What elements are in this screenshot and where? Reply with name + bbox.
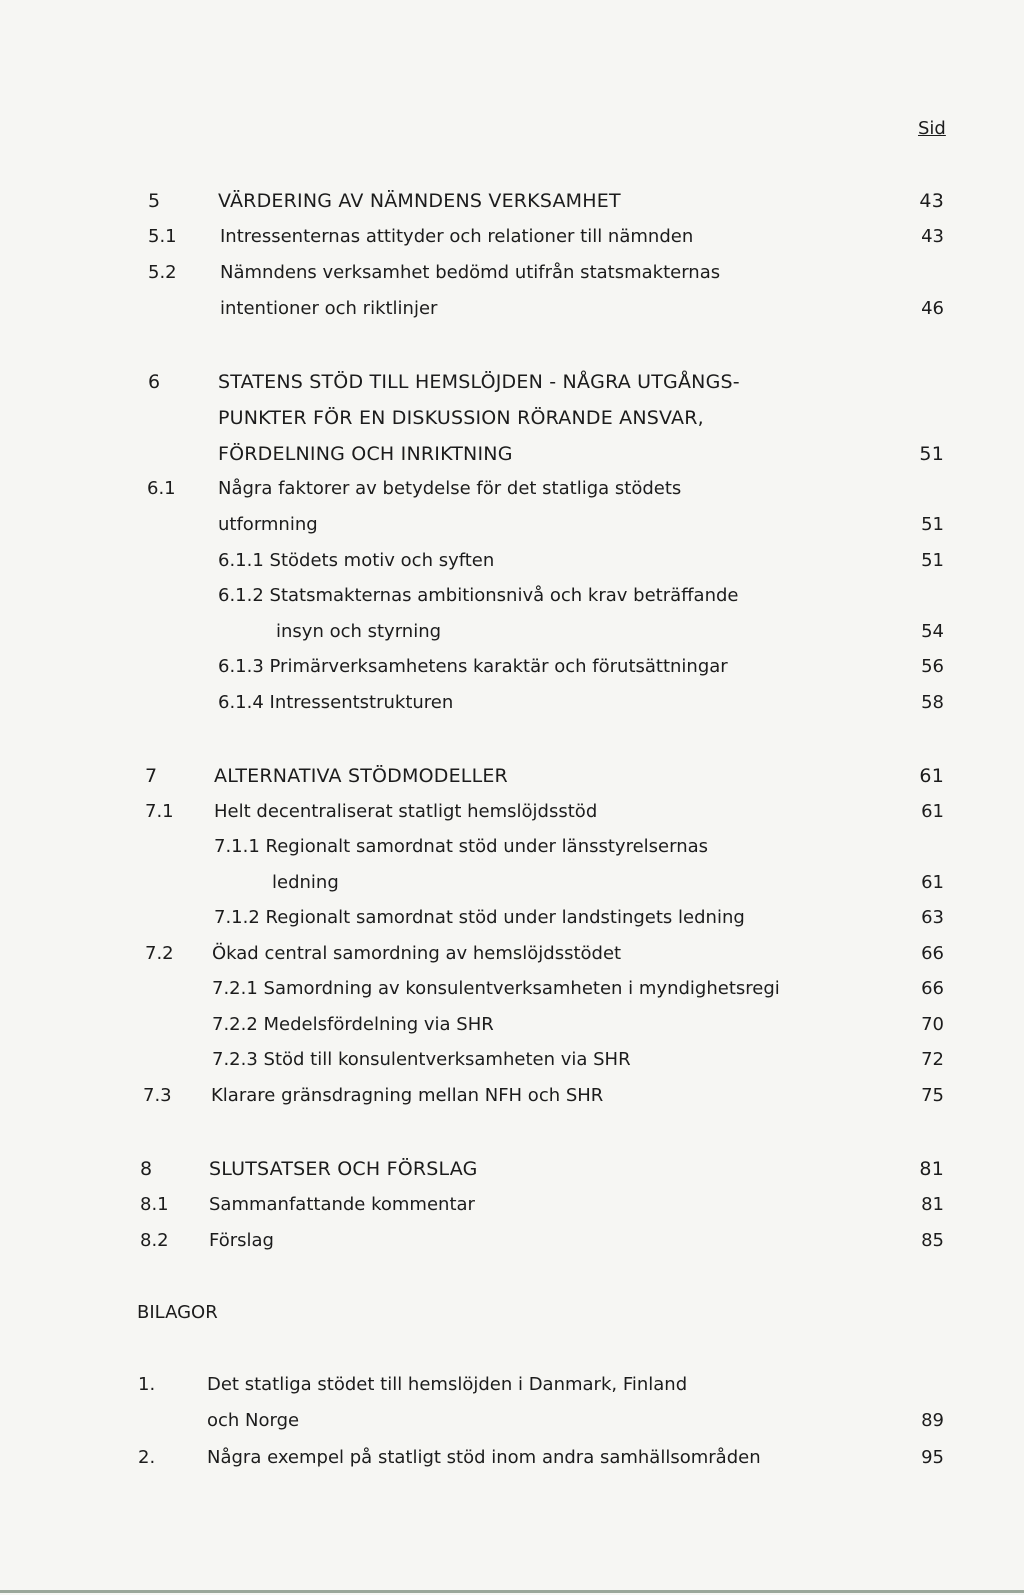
- page-number: 51: [921, 514, 944, 535]
- page-number: 63: [921, 907, 944, 928]
- section-title: Några faktorer av betydelse för det statliga stödets: [218, 478, 682, 499]
- section-title: Förslag: [209, 1230, 274, 1251]
- toc-row: [0, 477, 1024, 501]
- toc-row: [0, 691, 1024, 715]
- toc-row: [0, 906, 1024, 930]
- section-number: 8: [140, 1158, 153, 1180]
- toc-row: [0, 1048, 1024, 1072]
- page-number: 61: [919, 765, 944, 787]
- page-number: 66: [921, 943, 944, 964]
- page-number: 81: [921, 1194, 944, 1215]
- toc-row: [0, 225, 1024, 249]
- page-number: 61: [921, 801, 944, 822]
- page-number: 61: [921, 872, 944, 893]
- section-title: 6.1.2 Statsmakternas ambitionsnivå och krav beträffande: [218, 585, 739, 606]
- page-number: 72: [921, 1049, 944, 1070]
- section-title: intentioner och riktlinjer: [220, 298, 438, 319]
- page-number: 95: [921, 1447, 944, 1468]
- section-title: utformning: [218, 514, 318, 535]
- toc-row: [0, 1373, 1024, 1397]
- toc-row: [0, 1229, 1024, 1253]
- page-number: 66: [921, 978, 944, 999]
- section-title: 7.2.1 Samordning av konsulentverksamheten i myndighetsregi: [212, 978, 780, 999]
- toc-row: [0, 655, 1024, 679]
- page-number: 81: [919, 1158, 944, 1180]
- toc-row: [0, 1013, 1024, 1037]
- section-title: 6.1.4 Intressentstrukturen: [218, 692, 454, 713]
- toc-row: [0, 764, 1024, 788]
- section-number: 7.2: [145, 943, 174, 964]
- section-title: SLUTSATSER OCH FÖRSLAG: [209, 1158, 478, 1180]
- section-title: STATENS STÖD TILL HEMSLÖJDEN - NÅGRA UTGÅNGS-: [218, 371, 740, 393]
- page-number: 43: [919, 190, 944, 212]
- toc-row: [0, 800, 1024, 824]
- section-title: 6.1.3 Primärverksamhetens karaktär och förutsättningar: [218, 656, 728, 677]
- section-title: 7.1.1 Regionalt samordnat stöd under länsstyrelsernas: [214, 836, 709, 857]
- page-number: 58: [921, 692, 944, 713]
- toc-row: [0, 977, 1024, 1001]
- page-number: 51: [919, 443, 944, 465]
- toc-row: [0, 189, 1024, 213]
- section-number: 7.3: [143, 1085, 172, 1106]
- section-title: Ökad central samordning av hemslöjdsstödet: [212, 943, 622, 964]
- toc-row: [0, 442, 1024, 466]
- section-title: 7.1.2 Regionalt samordnat stöd under landstingets ledning: [214, 907, 745, 928]
- section-number: 6.1: [147, 478, 176, 499]
- section-number: 2.: [138, 1447, 156, 1468]
- section-title: Sammanfattande kommentar: [209, 1194, 475, 1215]
- page-number: 85: [921, 1230, 944, 1251]
- section-number: 8.1: [140, 1194, 169, 1215]
- section-title: och Norge: [207, 1410, 300, 1431]
- section-title: 7.2.3 Stöd till konsulentverksamheten via SHR: [212, 1049, 631, 1070]
- section-number: 5: [148, 190, 161, 212]
- section-title: insyn och styrning: [276, 621, 442, 642]
- section-title: ledning: [272, 872, 339, 893]
- toc-row: [0, 406, 1024, 430]
- toc-row: [0, 513, 1024, 537]
- section-number: 7.1: [145, 801, 174, 822]
- page-number: 54: [921, 621, 944, 642]
- toc-row: [0, 1409, 1024, 1433]
- page-number: 56: [921, 656, 944, 677]
- toc-row: [0, 835, 1024, 859]
- section-number: 8.2: [140, 1230, 169, 1251]
- toc-row: [0, 871, 1024, 895]
- section-number: 1.: [138, 1374, 156, 1395]
- section-title: Klarare gränsdragning mellan NFH och SHR: [211, 1085, 604, 1106]
- section-title: Intressenternas attityder och relationer till nämnden: [220, 226, 694, 247]
- scan-edge: [0, 1590, 1024, 1593]
- section-number: 6: [148, 371, 161, 393]
- section-number: 7: [145, 765, 158, 787]
- page-number: 89: [921, 1410, 944, 1431]
- page-number: 51: [921, 550, 944, 571]
- page-number: 46: [921, 298, 944, 319]
- section-title: VÄRDERING AV NÄMNDENS VERKSAMHET: [218, 190, 621, 212]
- toc-row: [0, 942, 1024, 966]
- toc-row: [0, 584, 1024, 608]
- toc-row: [0, 261, 1024, 285]
- toc-row: [0, 549, 1024, 573]
- toc-row: [0, 620, 1024, 644]
- page-number: 75: [921, 1085, 944, 1106]
- toc-row: [0, 1084, 1024, 1108]
- toc-row: [0, 1193, 1024, 1217]
- section-title: FÖRDELNING OCH INRIKTNING: [218, 443, 513, 465]
- page-column-heading: Sid: [918, 118, 946, 139]
- section-title: Det statliga stödet till hemslöjden i Danmark, Finland: [207, 1374, 688, 1395]
- page-number: 43: [921, 226, 944, 247]
- section-title: ALTERNATIVA STÖDMODELLER: [214, 765, 508, 787]
- toc-row: [0, 1446, 1024, 1470]
- bilagor-heading: BILAGOR: [137, 1302, 218, 1323]
- section-title: Nämndens verksamhet bedömd utifrån statsmakternas: [220, 262, 721, 283]
- section-title: Helt decentraliserat statligt hemslöjdsstöd: [214, 801, 598, 822]
- section-title: Några exempel på statligt stöd inom andra samhällsområden: [207, 1447, 761, 1468]
- section-title: 6.1.1 Stödets motiv och syften: [218, 550, 495, 571]
- page-number: 70: [921, 1014, 944, 1035]
- section-number: 5.1: [148, 226, 177, 247]
- section-title: 7.2.2 Medelsfördelning via SHR: [212, 1014, 494, 1035]
- toc-row: [0, 370, 1024, 394]
- toc-row: [0, 1157, 1024, 1181]
- toc-row: [0, 297, 1024, 321]
- section-title: PUNKTER FÖR EN DISKUSSION RÖRANDE ANSVAR,: [218, 407, 704, 429]
- section-number: 5.2: [148, 262, 177, 283]
